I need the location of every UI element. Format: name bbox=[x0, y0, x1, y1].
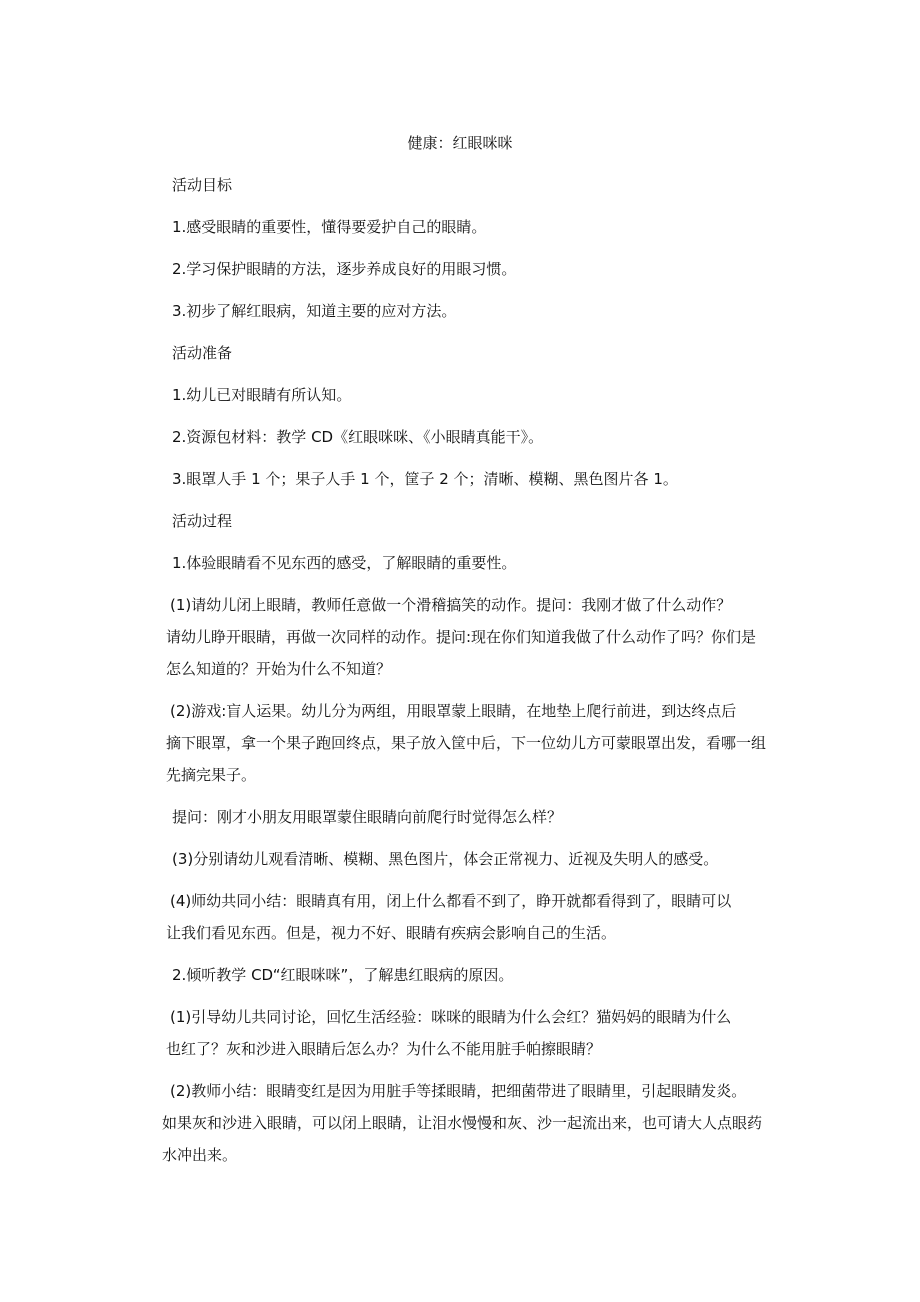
process-step-2-1 bbox=[166, 1006, 792, 1060]
process-step-1-4 bbox=[166, 890, 792, 944]
goal-item-3: 3.初步了解红眼病，知道主要的应对方法。 bbox=[172, 302, 457, 320]
paragraph-line: 摘下眼罩，拿一个果子跑回终点，果子放入筐中后，下一位幼儿方可蒙眼罩出发，看哪一组 bbox=[166, 734, 767, 752]
process-step-2: 2.倾听教学 CD“红眼咪咪”，了解患红眼病的原因。 bbox=[172, 966, 514, 984]
document-body bbox=[162, 174, 792, 1186]
goal-item-1: 1.感受眼睛的重要性，懂得要爱护自己的眼睛。 bbox=[172, 218, 487, 236]
process-step-2-2 bbox=[162, 1080, 792, 1166]
goal-item-2: 2.学习保护眼睛的方法，逐步养成良好的用眼习惯。 bbox=[172, 260, 517, 278]
prep-item-2: 2.资源包材料：教学 CD《红眼咪咪、《小眼睛真能干》。 bbox=[172, 428, 544, 446]
process-step-1-2 bbox=[166, 700, 792, 786]
paragraph-line: 也红了？灰和沙进入眼睛后怎么办？为什么不能用脏手帕擦眼睛？ bbox=[166, 1040, 602, 1058]
paragraph-line: 让我们看见东西。但是，视力不好、眼睛有疾病会影响自己的生活。 bbox=[166, 924, 617, 942]
paragraph-line: (1)请幼儿闭上眼睛，教师任意做一个滑稽搞笑的动作。提问：我刚才做了什么动作？ bbox=[170, 596, 732, 614]
prep-heading: 活动准备 bbox=[172, 344, 233, 362]
paragraph-line: 怎么知道的？开始为什么不知道？ bbox=[166, 660, 392, 678]
process-heading: 活动过程 bbox=[172, 512, 233, 530]
paragraph-line: 如果灰和沙进入眼睛，可以闭上眼睛，让泪水慢慢和灰、沙一起流出来，也可请大人点眼药 bbox=[162, 1114, 763, 1132]
prep-item-3: 3.眼罩人手 1 个；果子人手 1 个，筐子 2 个；清晰、模糊、黑色图片各 1。 bbox=[172, 470, 678, 488]
paragraph-line: (2)游戏:盲人运果。幼儿分为两组，用眼罩蒙上眼睛，在地垫上爬行前进，到达终点后 bbox=[170, 702, 737, 720]
paragraph-line: 请幼儿睁开眼睛，再做一次同样的动作。提问:现在你们知道我做了什么动作了吗？你们是 bbox=[166, 628, 757, 646]
paragraph-line: (2)教师小结：眼睛变红是因为用脏手等揉眼睛，把细菌带进了眼睛里，引起眼睛发炎。 bbox=[170, 1082, 747, 1100]
paragraph-line: (4)师幼共同小结：眼睛真有用，闭上什么都看不到了，睁开就都看得到了，眼睛可以 bbox=[170, 892, 732, 910]
prep-item-1: 1.幼儿已对眼睛有所认知。 bbox=[172, 386, 352, 404]
goals-heading: 活动目标 bbox=[172, 176, 233, 194]
process-question: 提问：刚才小朋友用眼罩蒙住眼睛向前爬行时觉得怎么样？ bbox=[172, 808, 563, 826]
paragraph-line: 水冲出来。 bbox=[162, 1146, 238, 1164]
document-title: 健康：红眼咪咪 bbox=[407, 134, 513, 152]
process-step-1-1 bbox=[166, 594, 792, 680]
process-step-1-3: (3)分别请幼儿观看清晰、模糊、黑色图片，体会正常视力、近视及失明人的感受。 bbox=[172, 850, 719, 868]
paragraph-line: 先摘完果子。 bbox=[166, 766, 257, 784]
paragraph-line: (1)引导幼儿共同讨论，回忆生活经验：咪咪的眼睛为什么会红？猫妈妈的眼睛为什么 bbox=[170, 1008, 732, 1026]
process-step-1: 1.体验眼睛看不见东西的感受，了解眼睛的重要性。 bbox=[172, 554, 517, 572]
